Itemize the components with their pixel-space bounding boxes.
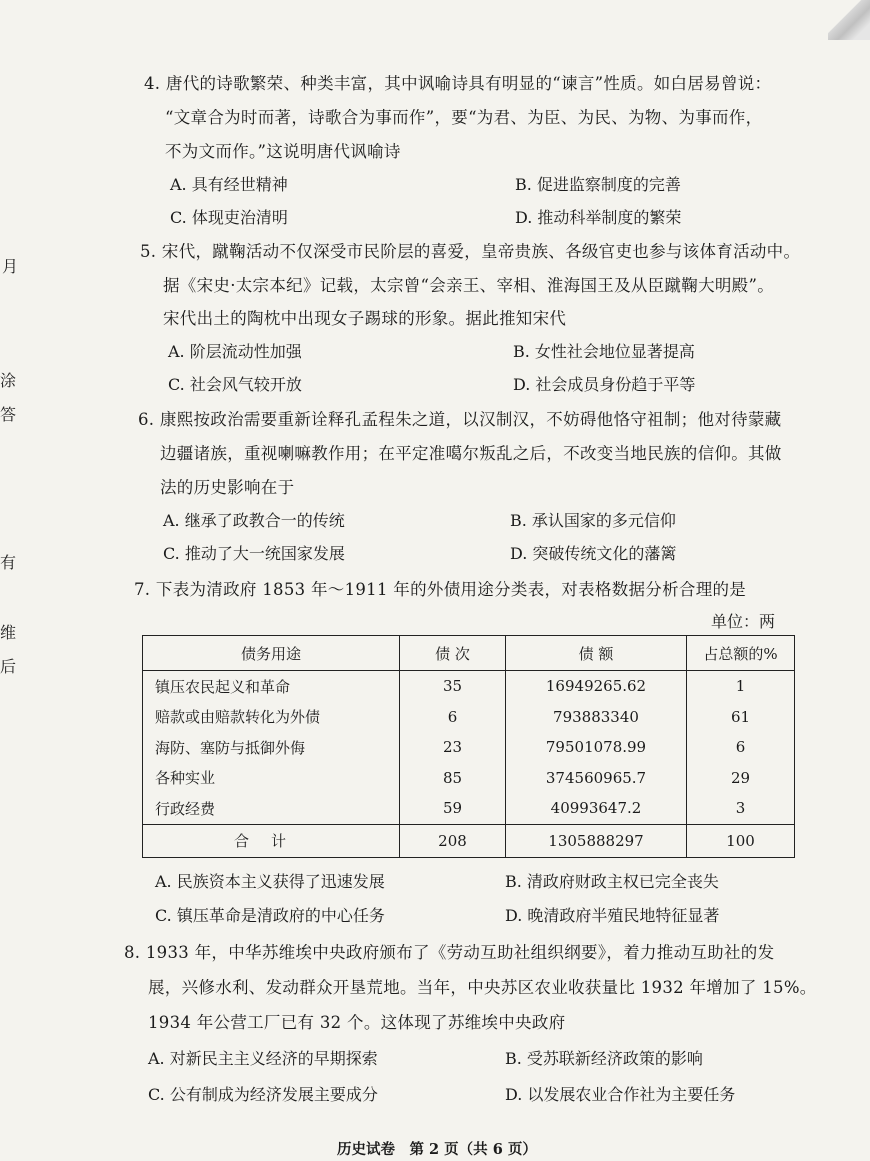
- cell-percent: 6: [687, 732, 795, 763]
- margin-char-6: 后: [0, 657, 17, 676]
- table-row: [143, 732, 795, 763]
- margin-char-3: 答: [0, 405, 17, 424]
- q8-option-b[interactable]: B. 受苏联新经济政策的影响: [505, 1049, 703, 1068]
- cell-count: 35: [400, 671, 506, 702]
- q5-option-b[interactable]: B. 女性社会地位显著提高: [513, 342, 695, 361]
- header-count: 债 次: [400, 636, 506, 671]
- cell-purpose: 镇压农民起义和革命: [143, 671, 400, 702]
- q6-stem-line-1: 6. 康熙按政治需要重新诠释孔孟程朱之道，以汉制汉，不妨碍他恪守祖制；他对待蒙藏: [138, 410, 782, 429]
- q6-option-d[interactable]: D. 突破传统文化的藩篱: [510, 544, 677, 563]
- cell-count: 23: [400, 732, 506, 763]
- cell-amount: 374560965.7: [506, 763, 687, 794]
- q6-stem-line-3: 法的历史影响在于: [160, 478, 295, 497]
- cell-purpose: 海防、塞防与抵御外侮: [143, 732, 400, 763]
- q8-option-d[interactable]: D. 以发展农业合作社为主要任务: [505, 1085, 736, 1104]
- cell-percent: 3: [687, 793, 795, 824]
- margin-char-5: 维: [0, 623, 17, 642]
- total-label: 合计: [143, 824, 400, 857]
- q4-stem-line-2: “文章合为时而著，诗歌合为事而作”，要“为君、为臣、为民、为物、为事而作，: [165, 108, 763, 127]
- margin-char-4: 有: [0, 553, 17, 572]
- q4-stem-line-3: 不为文而作。”这说明唐代讽喻诗: [165, 142, 401, 161]
- total-amount: 1305888297: [506, 824, 687, 857]
- total-percent: 100: [687, 824, 795, 857]
- q7-option-c[interactable]: C. 镇压革命是清政府的中心任务: [155, 906, 385, 925]
- q5-option-d[interactable]: D. 社会成员身份趋于平等: [513, 375, 696, 394]
- q5-stem-line-3: 宋代出土的陶枕中出现女子踢球的形象。据此推知宋代: [163, 309, 567, 328]
- foreign-debt-table: [142, 635, 795, 858]
- q7-stem: 7. 下表为清政府 1853 年～1911 年的外债用途分类表，对表格数据分析合理的是: [134, 580, 747, 599]
- q6-stem-line-2: 边疆诸族，重视喇嘛教作用；在平定准噶尔叛乱之后，不改变当地民族的信仰。其做: [160, 444, 782, 463]
- table-unit-label: 单位：两: [711, 612, 776, 631]
- q5-option-c[interactable]: C. 社会风气较开放: [168, 375, 302, 394]
- cell-count: 85: [400, 763, 506, 794]
- header-percent: 占总额的%: [687, 636, 795, 671]
- cell-count: 6: [400, 702, 506, 733]
- q4-option-b[interactable]: B. 促进监察制度的完善: [515, 175, 681, 194]
- q5-option-a[interactable]: A. 阶层流动性加强: [168, 342, 302, 361]
- q8-option-c[interactable]: C. 公有制成为经济发展主要成分: [148, 1085, 378, 1104]
- cell-purpose: 各种实业: [143, 763, 400, 794]
- table-header-row: [143, 636, 795, 671]
- table-row: [143, 702, 795, 733]
- cell-purpose: 行政经费: [143, 793, 400, 824]
- total-count: 208: [400, 824, 506, 857]
- q6-option-a[interactable]: A. 继承了政教合一的传统: [163, 511, 345, 530]
- cell-percent: 29: [687, 763, 795, 794]
- q8-stem-line-1: 8. 1933 年，中华苏维埃中央政府颁布了《劳动互助社组织纲要》，着力推动互助社的发: [124, 943, 775, 962]
- table-row: [143, 671, 795, 702]
- page-corner-fold: [828, 0, 870, 40]
- q4-option-a[interactable]: A. 具有经世精神: [170, 175, 288, 194]
- q5-stem-line-2: 据《宋史·太宗本纪》记载，太宗曾“会亲王、宰相、淮海国王及从臣蹴鞠大明殿”。: [163, 276, 775, 295]
- q7-option-b[interactable]: B. 清政府财政主权已完全丧失: [505, 872, 719, 891]
- header-purpose: 债务用途: [143, 636, 400, 671]
- cell-amount: 40993647.2: [506, 793, 687, 824]
- cell-purpose: 赔款或由赔款转化为外债: [143, 702, 400, 733]
- cell-amount: 793883340: [506, 702, 687, 733]
- margin-char-2: 涂: [0, 371, 17, 390]
- header-amount: 债 额: [506, 636, 687, 671]
- q7-option-d[interactable]: D. 晚清政府半殖民地特征显著: [505, 906, 720, 925]
- q6-option-c[interactable]: C. 推动了大一统国家发展: [163, 544, 345, 563]
- cell-percent: 1: [687, 671, 795, 702]
- table-total-row: [143, 824, 795, 857]
- cell-percent: 61: [687, 702, 795, 733]
- q6-option-b[interactable]: B. 承认国家的多元信仰: [510, 511, 676, 530]
- q8-option-a[interactable]: A. 对新民主主义经济的早期探索: [148, 1049, 378, 1068]
- q4-option-c[interactable]: C. 体现吏治清明: [170, 208, 288, 227]
- cell-amount: 79501078.99: [506, 732, 687, 763]
- q8-stem-line-2: 展，兴修水利、发动群众开垦荒地。当年，中央苏区农业收获量比 1932 年增加了 15%。: [148, 978, 817, 997]
- q7-option-a[interactable]: A. 民族资本主义获得了迅速发展: [155, 872, 385, 891]
- q4-stem-line-1: 4. 唐代的诗歌繁荣、种类丰富，其中讽喻诗具有明显的“谏言”性质。如白居易曾说：: [144, 74, 772, 93]
- table-row: [143, 763, 795, 794]
- q4-option-d[interactable]: D. 推动科举制度的繁荣: [515, 208, 682, 227]
- table-row: [143, 793, 795, 824]
- page-footer: 历史试卷 第 2 页（共 6 页）: [337, 1141, 537, 1158]
- q8-stem-line-3: 1934 年公营工厂已有 32 个。这体现了苏维埃中央政府: [148, 1013, 566, 1032]
- q5-stem-line-1: 5. 宋代，蹴鞠活动不仅深受市民阶层的喜爱，皇帝贵族、各级官吏也参与该体育活动中。: [140, 242, 801, 261]
- cell-amount: 16949265.62: [506, 671, 687, 702]
- cell-count: 59: [400, 793, 506, 824]
- margin-char-1: 月: [2, 257, 19, 276]
